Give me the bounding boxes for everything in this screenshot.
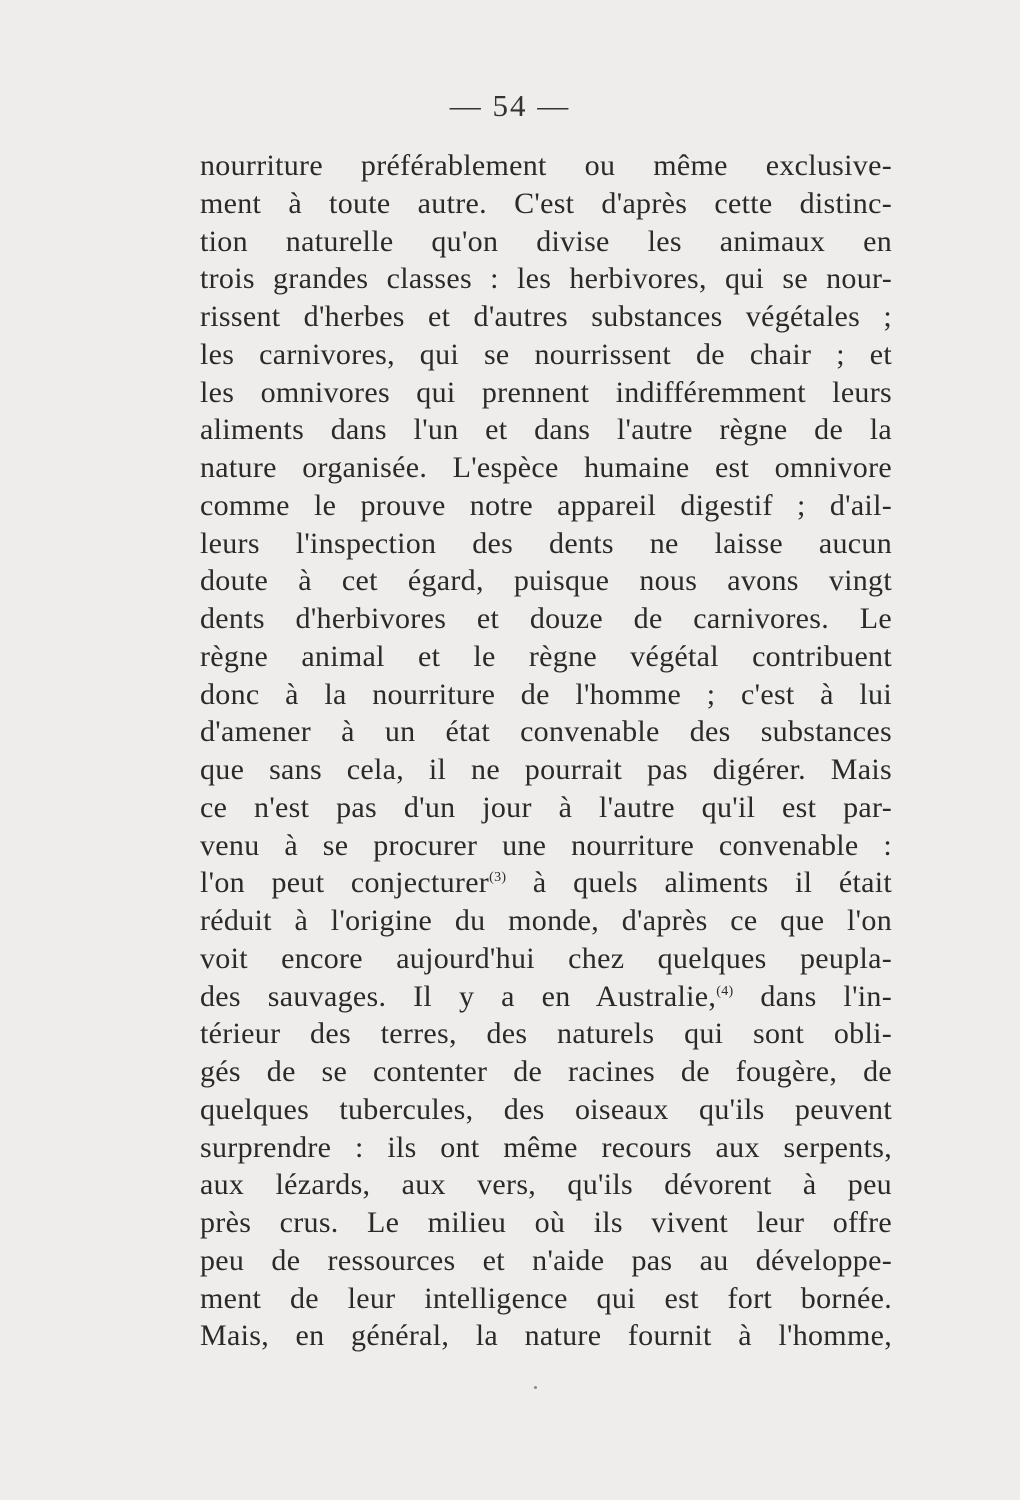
text-segment: des sauvages. Il y a en Australie, [200, 979, 717, 1013]
text-line: aux lézards, aux vers, qu'ils dévorent à peu [200, 1168, 892, 1202]
text-line: quelques tubercules, des oiseaux qu'ils peuvent [200, 1092, 892, 1126]
text-line: leurs l'inspection des dents ne laisse aucun [200, 526, 892, 560]
text-line: comme le prouve notre appareil digestif ; d'ail- [200, 488, 892, 522]
text-line: aliments dans l'un et dans l'autre règne de la [200, 413, 892, 447]
text-line: dents d'herbivores et douze de carnivores. Le [200, 602, 892, 635]
text-line: Mais, en général, la nature fournit à l'homme, [200, 1319, 892, 1353]
text-line: voit encore aujourd'hui chez quelques peupla- [200, 941, 892, 975]
paper-speck [534, 1386, 537, 1389]
text-line: donc à la nourriture de l'homme ; c'est à lui [200, 677, 892, 711]
page-number: — 54 — [449, 88, 571, 123]
text-line: près crus. Le milieu où ils vivent leur offre [200, 1206, 892, 1239]
text-line: peu de ressources et n'aide pas au développe- [200, 1243, 892, 1277]
footnote-ref-3[interactable]: (3) [489, 870, 507, 886]
body-text [200, 147, 892, 1355]
text-segment: dans l'in- [760, 979, 892, 1013]
text-line: venu à se procurer une nourriture convenable : [200, 828, 892, 862]
text-line-with-note [200, 864, 892, 902]
text-line-with-note [200, 978, 892, 1016]
text-line: réduit à l'origine du monde, d'après ce que l'on [200, 904, 892, 937]
text-line: les omnivores qui prennent indifféremment leurs [200, 375, 892, 409]
text-line: que sans cela, il ne pourrait pas digérer. Mais [200, 753, 892, 786]
text-line: ment de leur intelligence qui est fort bornée. [200, 1281, 892, 1315]
text-line: tion naturelle qu'on divise les animaux en [200, 224, 892, 258]
text-segment: l'on peut conjecturer [200, 866, 490, 900]
text-line: térieur des terres, des naturels qui sont obli- [200, 1017, 892, 1051]
text-line: les carnivores, qui se nourrissent de chair ; et [200, 337, 892, 371]
text-segment: à quels aliments il était [532, 866, 892, 900]
text-line: doute à cet égard, puisque nous avons vingt [200, 564, 892, 598]
text-line: trois grandes classes : les herbivores, qui se nour- [200, 262, 892, 296]
text-line: surprendre : ils ont même recours aux serpents, [200, 1130, 892, 1164]
text-line: d'amener à un état convenable des substances [200, 715, 892, 749]
text-line: ment à toute autre. C'est d'après cette distinc- [200, 186, 892, 220]
text-line: rissent d'herbes et d'autres substances végétales ; [200, 300, 892, 333]
text-line: règne animal et le règne végétal contribuent [200, 639, 892, 673]
text-line: nature organisée. L'espèce humaine est omnivore [200, 451, 892, 484]
text-line: ce n'est pas d'un jour à l'autre qu'il est par- [200, 790, 892, 824]
text-line: nourriture préférablement ou même exclusive- [200, 149, 892, 182]
text-line: gés de se contenter de racines de fougère, de [200, 1055, 892, 1088]
footnote-ref-4[interactable]: (4) [716, 983, 734, 999]
